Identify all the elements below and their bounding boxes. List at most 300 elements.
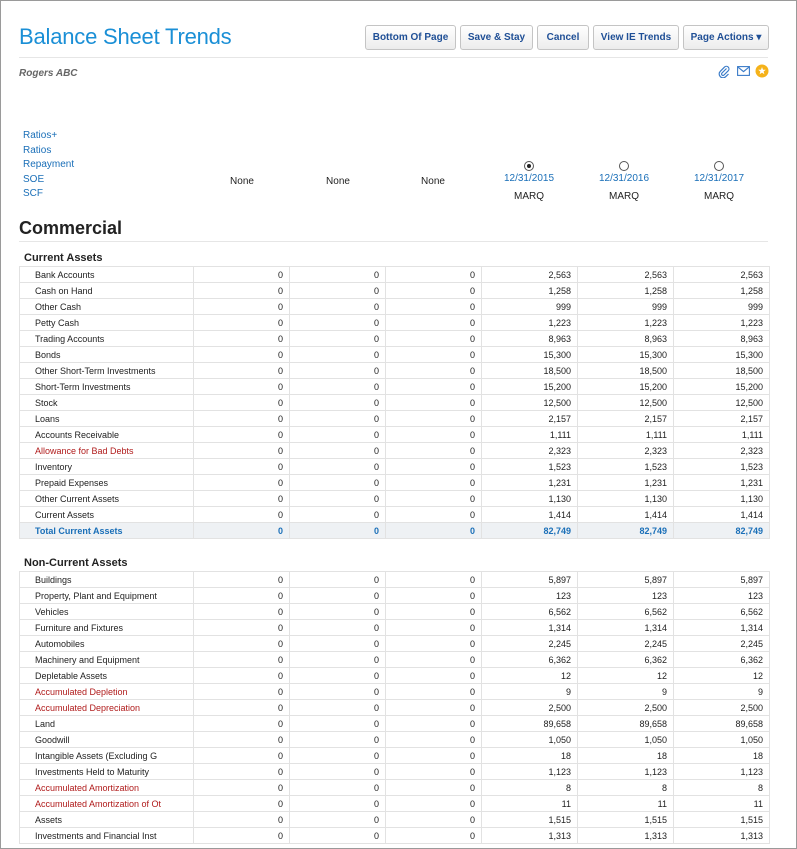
table-row [20, 812, 770, 828]
row-value: 89,658 [578, 716, 674, 732]
row-value: 0 [194, 588, 290, 604]
column-none-1[interactable]: None [230, 176, 254, 187]
row-value: 0 [386, 700, 482, 716]
page-actions-button[interactable]: Page Actions ▾ [683, 25, 769, 50]
row-value: 0 [194, 507, 290, 523]
section-title: Commercial [19, 218, 123, 238]
row-value: 0 [194, 491, 290, 507]
table-row [20, 443, 770, 459]
current-assets-title: Current Assets [24, 252, 103, 264]
row-value: 1,258 [482, 283, 578, 299]
row-value: 0 [194, 267, 290, 283]
table-row [20, 331, 770, 347]
row-value: 0 [194, 732, 290, 748]
row-value: 0 [386, 443, 482, 459]
table-row [20, 427, 770, 443]
row-value: 0 [194, 652, 290, 668]
table-row [20, 796, 770, 812]
period-date-2017[interactable]: 12/31/2017 [693, 173, 745, 184]
row-value: 15,200 [674, 379, 770, 395]
row-value: 0 [386, 620, 482, 636]
table-row [20, 828, 770, 844]
table-row [20, 684, 770, 700]
row-value: 1,314 [674, 620, 770, 636]
link-soe[interactable]: SOE [23, 173, 45, 185]
row-value: 2,157 [674, 411, 770, 427]
row-value: 0 [386, 475, 482, 491]
row-value: 2,157 [482, 411, 578, 427]
table-row [20, 764, 770, 780]
row-value: 9 [578, 684, 674, 700]
row-value: 1,111 [482, 427, 578, 443]
row-value: 1,313 [578, 828, 674, 844]
row-value: 0 [386, 507, 482, 523]
row-value: 12,500 [482, 395, 578, 411]
row-value: 0 [290, 604, 386, 620]
row-label: Intangible Assets (Excluding G [20, 748, 194, 764]
row-value: 0 [386, 299, 482, 315]
row-label: Petty Cash [20, 315, 194, 331]
period-radio-2015[interactable] [524, 161, 534, 171]
row-value: 6,362 [482, 652, 578, 668]
view-ie-trends-button[interactable]: View IE Trends [593, 25, 679, 50]
row-label: Current Assets [20, 507, 194, 523]
row-value: 2,245 [674, 636, 770, 652]
row-value: 1,231 [482, 475, 578, 491]
row-value: 0 [386, 828, 482, 844]
row-value: 1,515 [674, 812, 770, 828]
period-date-2016[interactable]: 12/31/2016 [598, 173, 650, 184]
table-row [20, 363, 770, 379]
row-value: 0 [386, 604, 482, 620]
row-value: 0 [194, 668, 290, 684]
table-row [20, 588, 770, 604]
row-value: 0 [194, 347, 290, 363]
row-value: 0 [386, 283, 482, 299]
row-value: 0 [290, 716, 386, 732]
row-label: Prepaid Expenses [20, 475, 194, 491]
row-value: 12 [674, 668, 770, 684]
row-value: 0 [290, 299, 386, 315]
row-value: 0 [290, 363, 386, 379]
row-value: 0 [290, 636, 386, 652]
row-value: 0 [290, 379, 386, 395]
row-value: 2,157 [578, 411, 674, 427]
row-value: 0 [386, 491, 482, 507]
table-row [20, 700, 770, 716]
row-value: 0 [290, 828, 386, 844]
period-date-2015[interactable]: 12/31/2015 [503, 173, 555, 184]
row-value: 1,130 [578, 491, 674, 507]
row-value: 12,500 [578, 395, 674, 411]
row-value: 0 [194, 379, 290, 395]
row-value: 1,414 [674, 507, 770, 523]
row-label: Other Short-Term Investments [20, 363, 194, 379]
row-value: 12,500 [674, 395, 770, 411]
row-value: 0 [194, 443, 290, 459]
row-value: 0 [290, 588, 386, 604]
row-value: 0 [386, 732, 482, 748]
row-value: 9 [674, 684, 770, 700]
row-value: 0 [194, 572, 290, 588]
row-value: 2,323 [674, 443, 770, 459]
row-value: 0 [290, 347, 386, 363]
row-value: 1,314 [482, 620, 578, 636]
row-value: 0 [386, 411, 482, 427]
row-value: 0 [194, 764, 290, 780]
row-value: 1,523 [674, 459, 770, 475]
row-value: 82,749 [578, 523, 674, 539]
row-value: 1,515 [482, 812, 578, 828]
row-value: 2,500 [482, 700, 578, 716]
row-value: 999 [674, 299, 770, 315]
row-label: Loans [20, 411, 194, 427]
row-value: 0 [386, 636, 482, 652]
table-row [20, 668, 770, 684]
row-value: 0 [194, 716, 290, 732]
row-value: 0 [194, 780, 290, 796]
row-value: 1,123 [578, 764, 674, 780]
row-value: 1,223 [482, 315, 578, 331]
row-value: 2,563 [578, 267, 674, 283]
row-label: Short-Term Investments [20, 379, 194, 395]
row-value: 0 [290, 652, 386, 668]
row-value: 2,323 [482, 443, 578, 459]
row-value: 2,563 [482, 267, 578, 283]
row-value: 0 [194, 523, 290, 539]
row-value: 0 [290, 620, 386, 636]
row-value: 0 [290, 700, 386, 716]
row-label: Machinery and Equipment [20, 652, 194, 668]
row-value: 15,300 [578, 347, 674, 363]
row-value: 1,414 [482, 507, 578, 523]
current-assets-table [19, 266, 770, 539]
row-label: Property, Plant and Equipment [20, 588, 194, 604]
table-row [20, 780, 770, 796]
row-value: 8 [578, 780, 674, 796]
row-value: 6,562 [578, 604, 674, 620]
row-label: Automobiles [20, 636, 194, 652]
row-value: 999 [482, 299, 578, 315]
row-value: 0 [290, 459, 386, 475]
link-scf[interactable]: SCF [23, 188, 43, 200]
company-name: Rogers ABC [19, 68, 78, 79]
row-label: Goodwill [20, 732, 194, 748]
row-label: Depletable Assets [20, 668, 194, 684]
row-value: 1,111 [578, 427, 674, 443]
row-value: 1,223 [578, 315, 674, 331]
row-value: 0 [386, 363, 482, 379]
row-label: Vehicles [20, 604, 194, 620]
row-label: Other Cash [20, 299, 194, 315]
row-value: 0 [290, 395, 386, 411]
row-value: 0 [386, 347, 482, 363]
row-value: 0 [386, 780, 482, 796]
row-value: 5,897 [674, 572, 770, 588]
row-value: 0 [194, 459, 290, 475]
row-value: 0 [386, 684, 482, 700]
row-value: 0 [386, 267, 482, 283]
table-row [20, 748, 770, 764]
row-value: 0 [386, 588, 482, 604]
current_assets-total-row [20, 523, 770, 539]
row-value: 0 [386, 523, 482, 539]
row-value: 0 [194, 828, 290, 844]
row-value: 0 [290, 315, 386, 331]
row-value: 1,313 [482, 828, 578, 844]
row-label: Accumulated Depreciation [20, 700, 194, 716]
row-value: 1,111 [674, 427, 770, 443]
row-value: 0 [290, 427, 386, 443]
row-value: 11 [578, 796, 674, 812]
row-value: 8,963 [578, 331, 674, 347]
row-value: 0 [194, 684, 290, 700]
row-value: 15,200 [482, 379, 578, 395]
row-value: 8 [482, 780, 578, 796]
row-value: 0 [194, 283, 290, 299]
table-row [20, 315, 770, 331]
row-label: Assets [20, 812, 194, 828]
row-value: 1,515 [578, 812, 674, 828]
row-label: Buildings [20, 572, 194, 588]
period-source-2016: MARQ [609, 191, 639, 202]
row-value: 1,050 [578, 732, 674, 748]
section-divider [19, 241, 768, 242]
table-row [20, 652, 770, 668]
row-value: 123 [578, 588, 674, 604]
row-value: 18 [674, 748, 770, 764]
save-stay-button[interactable]: Save & Stay [460, 25, 533, 50]
row-value: 0 [194, 700, 290, 716]
table-row [20, 620, 770, 636]
row-value: 0 [386, 796, 482, 812]
row-label: Bank Accounts [20, 267, 194, 283]
row-label: Accumulated Amortization [20, 780, 194, 796]
row-value: 0 [290, 812, 386, 828]
row-value: 0 [194, 620, 290, 636]
row-value: 2,500 [674, 700, 770, 716]
row-value: 0 [386, 459, 482, 475]
row-label: Other Current Assets [20, 491, 194, 507]
row-value: 0 [194, 796, 290, 812]
table-row [20, 507, 770, 523]
table-row [20, 267, 770, 283]
cancel-button[interactable]: Cancel [537, 25, 589, 50]
row-value: 1,523 [482, 459, 578, 475]
row-label: Cash on Hand [20, 283, 194, 299]
row-label: Allowance for Bad Debts [20, 443, 194, 459]
row-value: 0 [386, 572, 482, 588]
row-value: 18 [482, 748, 578, 764]
table-row [20, 572, 770, 588]
table-row [20, 395, 770, 411]
row-value: 0 [194, 636, 290, 652]
link-ratios[interactable]: Ratios [23, 144, 52, 156]
link-ratios-plus[interactable]: Ratios+ [23, 130, 58, 141]
row-value: 1,123 [482, 764, 578, 780]
row-label: Land [20, 716, 194, 732]
row-value: 0 [386, 395, 482, 411]
envelope-icon[interactable] [736, 64, 750, 78]
row-value: 1,130 [674, 491, 770, 507]
paperclip-icon[interactable] [717, 64, 731, 78]
row-value: 0 [290, 475, 386, 491]
row-value: 5,897 [578, 572, 674, 588]
row-value: 1,314 [578, 620, 674, 636]
row-value: 1,313 [674, 828, 770, 844]
row-value: 1,130 [482, 491, 578, 507]
row-value: 8,963 [674, 331, 770, 347]
column-none-2[interactable]: None [326, 176, 350, 187]
row-value: 18 [578, 748, 674, 764]
table-row [20, 716, 770, 732]
row-value: 8 [674, 780, 770, 796]
non-current-assets-title: Non-Current Assets [24, 557, 128, 569]
row-value: 0 [194, 331, 290, 347]
table-row [20, 379, 770, 395]
row-value: 6,562 [482, 604, 578, 620]
row-value: 5,897 [482, 572, 578, 588]
header-divider [19, 57, 768, 58]
link-repayment[interactable]: Repayment [23, 159, 75, 171]
row-value: 1,223 [674, 315, 770, 331]
row-value: 0 [194, 604, 290, 620]
row-label: Accounts Receivable [20, 427, 194, 443]
row-label: Furniture and Fixtures [20, 620, 194, 636]
row-label: Total Current Assets [20, 523, 194, 539]
row-value: 1,050 [674, 732, 770, 748]
row-label: Inventory [20, 459, 194, 475]
row-value: 0 [290, 732, 386, 748]
table-row [20, 299, 770, 315]
row-value: 2,563 [674, 267, 770, 283]
row-value: 0 [290, 283, 386, 299]
row-value: 1,258 [578, 283, 674, 299]
row-value: 18,500 [578, 363, 674, 379]
table-row [20, 283, 770, 299]
table-row [20, 411, 770, 427]
row-value: 0 [386, 379, 482, 395]
row-value: 6,362 [674, 652, 770, 668]
row-value: 89,658 [482, 716, 578, 732]
row-value: 0 [194, 363, 290, 379]
row-value: 0 [194, 427, 290, 443]
row-value: 0 [386, 331, 482, 347]
row-value: 11 [674, 796, 770, 812]
row-value: 1,231 [578, 475, 674, 491]
row-label: Accumulated Amortization of Ot [20, 796, 194, 812]
table-row [20, 459, 770, 475]
row-value: 15,300 [674, 347, 770, 363]
row-value: 0 [194, 411, 290, 427]
row-value: 123 [482, 588, 578, 604]
row-value: 0 [290, 748, 386, 764]
row-value: 9 [482, 684, 578, 700]
row-value: 0 [194, 812, 290, 828]
row-value: 11 [482, 796, 578, 812]
bottom-of-page-button[interactable]: Bottom Of Page [365, 25, 456, 50]
row-value: 0 [290, 491, 386, 507]
table-row [20, 636, 770, 652]
star-icon[interactable] [755, 64, 769, 78]
row-value: 8,963 [482, 331, 578, 347]
row-value: 12 [482, 668, 578, 684]
report-links [23, 129, 74, 202]
row-value: 6,362 [578, 652, 674, 668]
row-value: 0 [290, 331, 386, 347]
period-radio-2017[interactable] [714, 161, 724, 171]
row-value: 82,749 [674, 523, 770, 539]
row-value: 0 [386, 427, 482, 443]
row-value: 0 [290, 668, 386, 684]
row-value: 15,300 [482, 347, 578, 363]
row-value: 0 [290, 764, 386, 780]
table-row [20, 347, 770, 363]
row-value: 15,200 [578, 379, 674, 395]
row-value: 0 [290, 523, 386, 539]
row-value: 999 [578, 299, 674, 315]
row-value: 0 [290, 267, 386, 283]
period-radio-2016[interactable] [619, 161, 629, 171]
row-label: Stock [20, 395, 194, 411]
row-label: Bonds [20, 347, 194, 363]
row-label: Investments Held to Maturity [20, 764, 194, 780]
row-value: 6,562 [674, 604, 770, 620]
row-value: 0 [290, 572, 386, 588]
row-value: 0 [290, 443, 386, 459]
non-current-assets-table [19, 571, 770, 844]
row-label: Investments and Financial Inst [20, 828, 194, 844]
row-value: 2,245 [578, 636, 674, 652]
period-source-2015: MARQ [514, 191, 544, 202]
row-value: 1,523 [578, 459, 674, 475]
row-value: 12 [578, 668, 674, 684]
row-value: 123 [674, 588, 770, 604]
row-value: 1,050 [482, 732, 578, 748]
table-row [20, 491, 770, 507]
column-none-3[interactable]: None [421, 176, 445, 187]
row-value: 2,323 [578, 443, 674, 459]
row-value: 0 [194, 475, 290, 491]
row-label: Trading Accounts [20, 331, 194, 347]
row-value: 0 [194, 315, 290, 331]
row-value: 18,500 [674, 363, 770, 379]
row-value: 2,245 [482, 636, 578, 652]
table-row [20, 604, 770, 620]
row-value: 1,258 [674, 283, 770, 299]
row-value: 0 [290, 796, 386, 812]
row-value: 1,414 [578, 507, 674, 523]
row-label: Accumulated Depletion [20, 684, 194, 700]
row-value: 0 [194, 299, 290, 315]
row-value: 0 [386, 748, 482, 764]
row-value: 0 [290, 507, 386, 523]
row-value: 89,658 [674, 716, 770, 732]
row-value: 0 [194, 748, 290, 764]
row-value: 2,500 [578, 700, 674, 716]
row-value: 0 [290, 780, 386, 796]
row-value: 1,123 [674, 764, 770, 780]
row-value: 18,500 [482, 363, 578, 379]
page-title: Balance Sheet Trends [19, 24, 232, 49]
table-row [20, 732, 770, 748]
table-row [20, 475, 770, 491]
row-value: 0 [290, 684, 386, 700]
row-value: 1,231 [674, 475, 770, 491]
row-value: 0 [386, 315, 482, 331]
row-value: 0 [386, 668, 482, 684]
row-value: 0 [290, 411, 386, 427]
